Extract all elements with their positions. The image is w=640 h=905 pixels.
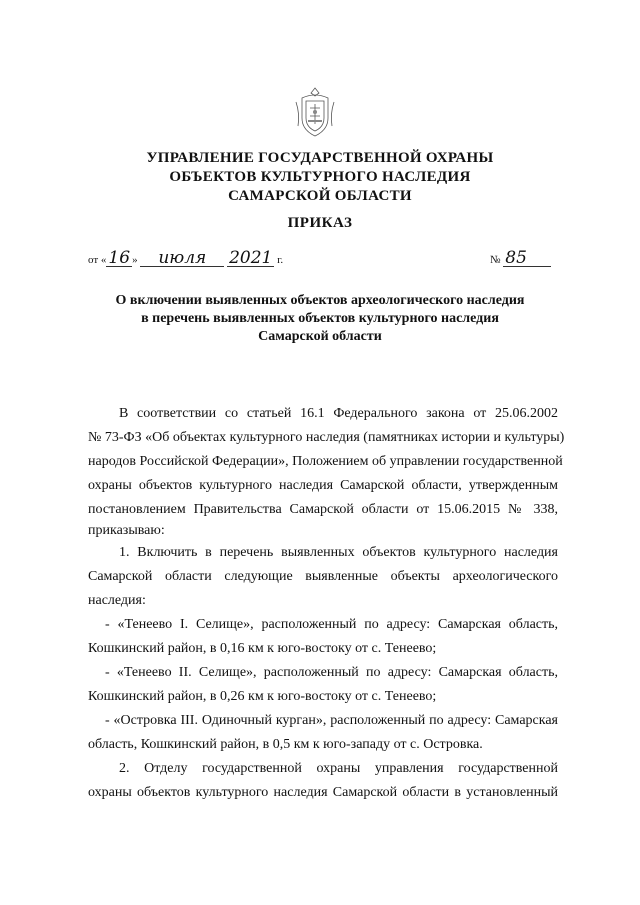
org-name-line-3: САМАРСКОЙ ОБЛАСТИ	[228, 188, 412, 204]
body-line: 1. Включить в перечень выявленных объектов культурного наследия	[119, 545, 558, 560]
body-line: Самарской области следующие выявленные объекты археологического	[88, 569, 558, 584]
org-name-line-2: ОБЪЕКТОВ КУЛЬТУРНОГО НАСЛЕДИЯ	[169, 169, 471, 185]
org-name-line-1: УПРАВЛЕНИЕ ГОСУДАРСТВЕННОЙ ОХРАНЫ	[146, 150, 494, 166]
subject-line-2: в перечень выявленных объектов культурного наследия	[141, 311, 499, 326]
order-number	[490, 250, 551, 267]
date-prefix: от «	[88, 254, 107, 266]
body-line: Кошкинский район, в 0,26 км к юго-востоку от с. Тенеево;	[88, 689, 437, 704]
body-line: Кошкинский район, в 0,16 км к юго-востоку от с. Тенеево;	[88, 641, 437, 656]
subject-line-3: Самарской области	[258, 329, 382, 344]
body-line: № 73-ФЗ «Об объектах культурного наследия (памятниках истории и культуры)	[88, 430, 565, 445]
date-year: 2021	[229, 248, 273, 268]
body-line: - «Тенеево I. Селище», расположенный по адресу: Самарская область,	[105, 617, 558, 632]
subject-line-1: О включении выявленных объектов археологического наследия	[115, 293, 525, 308]
body-line: 2. Отделу государственной охраны управления государственной	[119, 761, 558, 776]
body-line: В соответствии со статьей 16.1 Федерального закона от 25.06.2002	[119, 406, 558, 421]
body-line: постановлением Правительства Самарской области от 15.06.2015 № 338,	[88, 502, 558, 517]
body-line: - «Островка III. Одиночный курган», расположенный по адресу: Самарская	[105, 713, 558, 728]
body-line: область, Кошкинский район, в 0,5 км к юго-западу от с. Островка.	[88, 737, 483, 752]
body-line: охраны объектов культурного наследия Самарской области в установленный	[88, 785, 558, 800]
body-line: народов Российской Федерации», Положением об управлении государственной	[88, 454, 563, 469]
body-line: приказываю:	[88, 523, 165, 538]
body-line: охраны объектов культурного наследия Самарской области, утвержденным	[88, 478, 558, 493]
document-type-title: ПРИКАЗ	[287, 215, 353, 231]
coat-of-arms-emblem	[292, 84, 338, 140]
date-mid: »	[132, 254, 138, 266]
number-value: 85	[503, 250, 551, 267]
date-suffix: г.	[277, 254, 284, 266]
order-date	[88, 250, 283, 267]
date-month: июля	[140, 250, 224, 267]
date-day: 16	[108, 248, 131, 268]
body-line: наследия:	[88, 593, 146, 608]
number-prefix: №	[490, 254, 501, 266]
body-line: - «Тенеево II. Селище», расположенный по адресу: Самарская область,	[105, 665, 558, 680]
